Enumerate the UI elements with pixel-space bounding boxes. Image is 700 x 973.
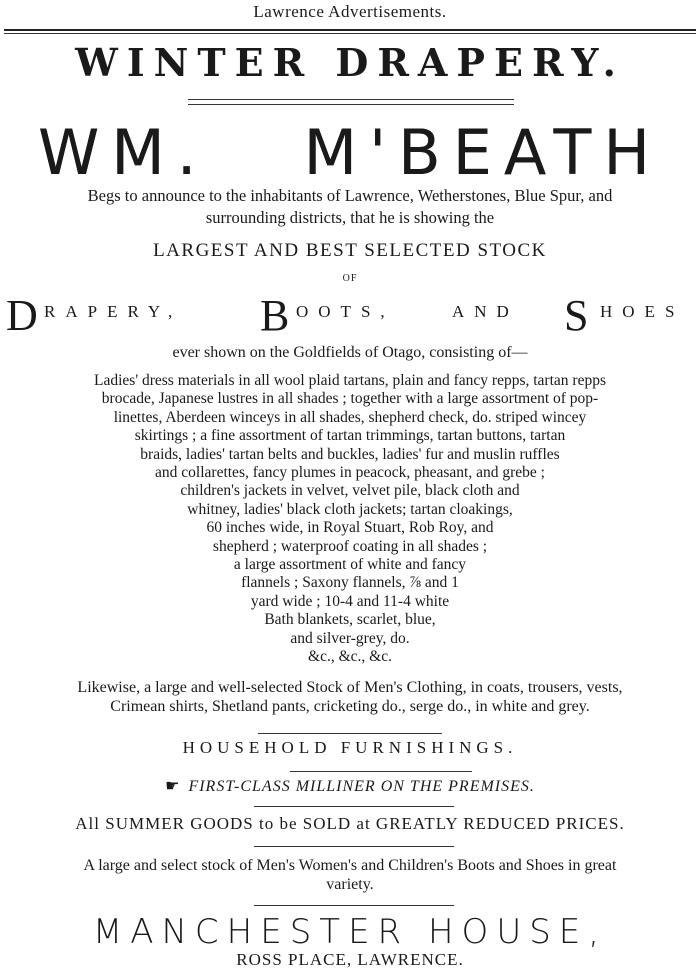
goods-line: yard wide ; 10-4 and 11-4 white bbox=[250, 592, 450, 610]
store-address: ROSS PLACE, LAWRENCE. bbox=[236, 950, 464, 969]
goods-line: flannels ; Saxony flannels, ⅞ and 1 bbox=[241, 574, 459, 592]
stock-of: OF bbox=[342, 273, 358, 284]
milliner-notice bbox=[0, 776, 700, 796]
drapery-initial: D bbox=[6, 291, 38, 340]
shown-line: ever shown on the Goldfields of Otago, consisting of— bbox=[172, 344, 528, 361]
section-rule bbox=[290, 771, 472, 772]
household-heading: HOUSEHOLD FURNISHINGS. bbox=[182, 738, 518, 757]
summer-goods-notice: All SUMMER GOODS to be SOLD at GREATLY REDUCED PRICES. bbox=[75, 814, 625, 833]
section-rule bbox=[254, 846, 454, 847]
goods-line: braids, ladies' tartan belts and buckles, ladies' fur and muslin ruffles bbox=[140, 445, 560, 463]
likewise-line: Crimean shirts, Shetland pants, cricketing do., serge do., in white and grey. bbox=[110, 698, 590, 715]
headline-rule-2 bbox=[188, 104, 514, 105]
and-word: AND bbox=[452, 302, 519, 321]
goods-line: a large assortment of white and fancy bbox=[233, 556, 467, 574]
milliner-text: FIRST-CLASS MILLINER ON THE PREMISES. bbox=[188, 778, 535, 795]
merchant-initials: WM. bbox=[38, 116, 209, 189]
running-head: Lawrence Advertisements. bbox=[253, 2, 447, 21]
boots-line: variety. bbox=[326, 876, 374, 893]
shoes-rest: HOES bbox=[600, 302, 685, 321]
goods-list bbox=[0, 372, 700, 667]
merchant-surname: M'BEATH bbox=[303, 116, 662, 189]
goods-line: and silver-grey, do. bbox=[290, 629, 410, 647]
boots-line: A large and select stock of Men's Women's and Children's Boots and Shoes in great bbox=[83, 857, 617, 874]
top-rule-thin bbox=[4, 33, 696, 34]
goods-line: children's jackets in velvet, velvet pile, black cloth and bbox=[180, 482, 520, 500]
section-rule bbox=[254, 905, 454, 906]
boots-paragraph bbox=[0, 856, 700, 894]
merchant-name bbox=[0, 116, 700, 189]
announcement bbox=[0, 185, 700, 229]
top-rule bbox=[4, 29, 696, 31]
stock-line: LARGEST AND BEST SELECTED STOCK bbox=[153, 240, 547, 261]
goods-line: skirtings ; a fine assortment of tartan trimmings, tartan buttons, tartan bbox=[134, 427, 566, 445]
pointing-hand-icon: ☛ bbox=[165, 778, 181, 795]
boots-rest: OOTS, bbox=[296, 302, 395, 321]
category-banner bbox=[0, 288, 700, 342]
headline: WINTER DRAPERY. bbox=[75, 40, 625, 85]
section-rule bbox=[254, 806, 454, 807]
goods-line: linettes, Aberdeen winceys in all shades, shepherd check, do. striped wincey bbox=[113, 408, 587, 426]
section-rule bbox=[258, 733, 442, 734]
likewise-line: Likewise, a large and well-selected Stock of Men's Clothing, in coats, trousers, vests, bbox=[77, 679, 623, 696]
announcement-line: Begs to announce to the inhabitants of Lawrence, Wetherstones, Blue Spur, and bbox=[87, 186, 613, 205]
boots-initial: B bbox=[260, 291, 290, 340]
goods-line: whitney, ladies' black cloth jackets; tartan cloakings, bbox=[187, 500, 513, 518]
goods-line: brocade, Japanese lustres in all shades ; together with a large assortment of pop- bbox=[101, 390, 599, 408]
shoes-initial: S bbox=[564, 291, 589, 340]
goods-line: &c., &c., &c. bbox=[308, 648, 392, 666]
mens-clothing-paragraph bbox=[0, 678, 700, 716]
goods-line: Bath blankets, scarlet, blue, bbox=[264, 611, 436, 629]
drapery-rest: RAPERY, bbox=[44, 302, 183, 321]
announcement-line: surrounding districts, that he is showing the bbox=[205, 208, 495, 227]
goods-line: shepherd ; waterproof coating in all shades ; bbox=[212, 537, 488, 555]
goods-line: and collarettes, fancy plumes in peacock, pheasant, and grebe ; bbox=[155, 464, 545, 482]
goods-line: 60 inches wide, in Royal Stuart, Rob Roy, and bbox=[206, 519, 494, 537]
headline-rule bbox=[188, 99, 514, 100]
goods-line: Ladies' dress materials in all wool plaid tartans, plain and fancy repps, tartan repps bbox=[94, 372, 606, 389]
store-name: MANCHESTER HOUSE, bbox=[92, 912, 608, 952]
